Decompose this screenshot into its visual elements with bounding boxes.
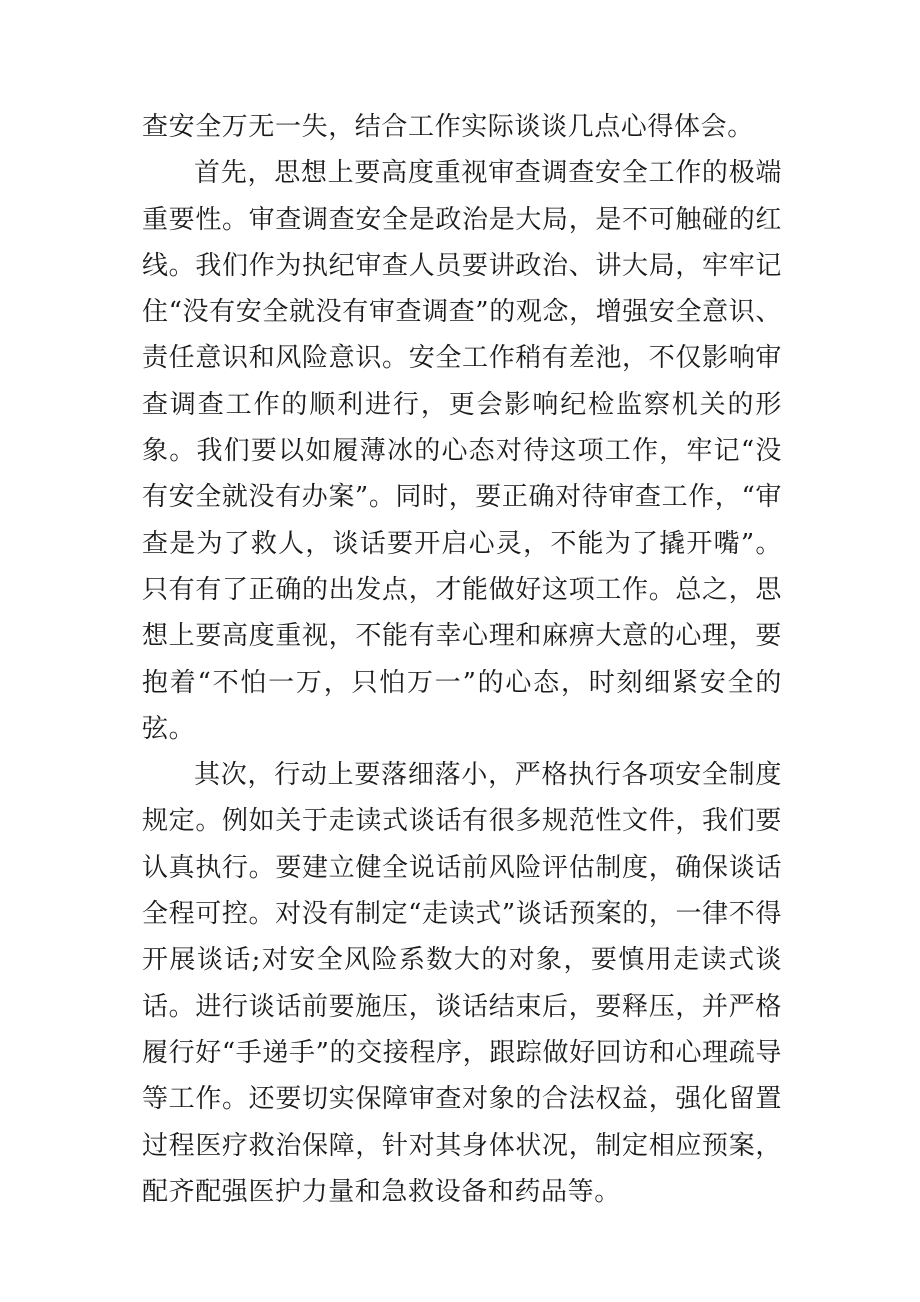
paragraph-continuation: 查安全万无一失，结合工作实际谈谈几点心得体会。 bbox=[142, 112, 754, 142]
paragraph-first-point: 首先，思想上要高度重视审查调查安全工作的极端重要性。审查调查安全是政治是大局，是不可触碰的红线。我们作为执纪审查人员要讲政治、讲大局，牢牢记住“没有安全就没有审查调查”的观念，增强安全意识、责任意识和风险意识。安全工作稍有差池，不仅影响审查调查工作的顺利进行，更会影响纪检监察机关的形象。我们要以如履薄冰的心态对待这项工作，牢记“没有安全就没有办案”。同时，要正确对待审查工作，“审查是为了救人，谈话要开启心灵，不能为了撬开嘴”。只有有了正确的出发点，才能做好这项工作。总之，思想上要高度重视，不能有幸心理和麻痹大意的心理，要抱着“不怕一万，只怕万一”的心态，时刻细紧安全的弦。 bbox=[142, 158, 782, 744]
document-body bbox=[142, 104, 782, 1215]
paragraph-second-point: 其次，行动上要落细落小，严格执行各项安全制度规定。例如关于走读式谈话有很多规范性文件，我们要认真执行。要建立健全说话前风险评估制度，确保谈话全程可控。对没有制定“走读式”谈话预案的，一律不得开展谈话;对安全风险系数大的对象，要慎用走读式谈话。进行谈话前要施压，谈话结束后，要释压，并严格履行好“手递手”的交接程序，跟踪做好回访和心理疏导等工作。还要切实保障审查对象的合法权益，强化留置过程医疗救治保障，针对其身体状况，制定相应预案，配齐配强医护力量和急救设备和药品等。 bbox=[142, 760, 782, 1207]
